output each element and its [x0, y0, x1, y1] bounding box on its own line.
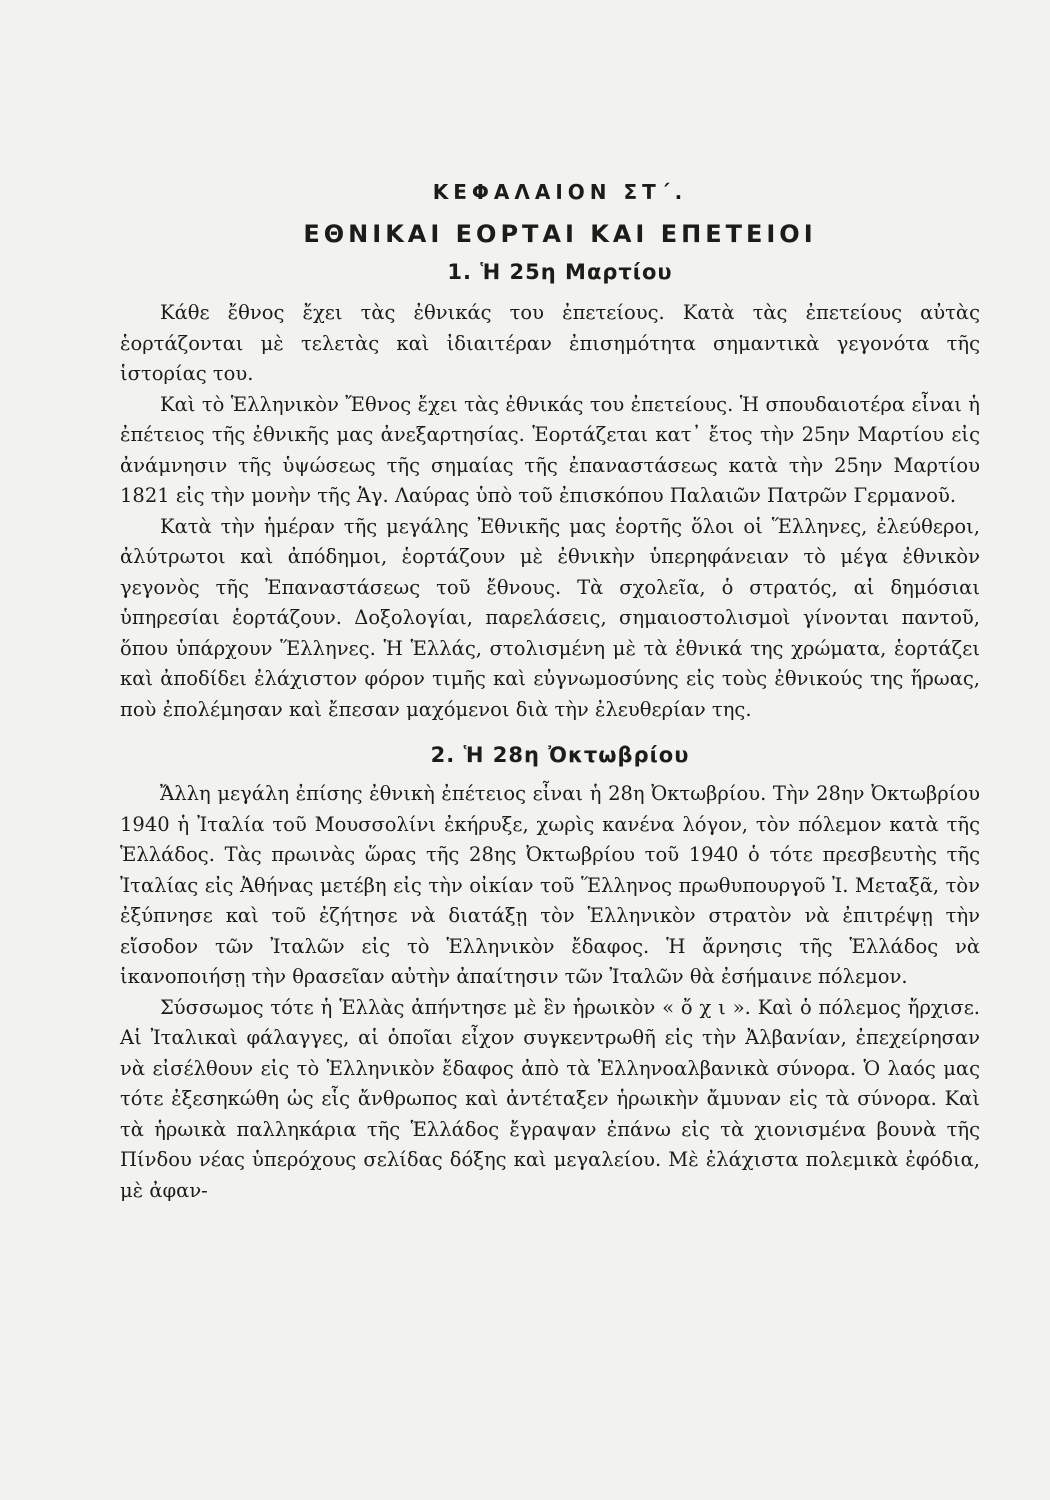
- book-page: [120, 180, 980, 1206]
- paragraph: Σύσσωμος τότε ἡ Ἑλλὰς ἀπήντησε μὲ ἓν ἡρωικὸν « ὄ χ ι ». Καὶ ὁ πόλεμος ἤρχισε. Αἱ Ἰταλικαὶ φάλαγγες, αἱ ὁποῖαι εἶχον συγκεντρωθῆ εἰς τὴν Ἀλβανίαν, ἐπεχείρησαν νὰ εἰσέλθουν εἰς τὸ Ἑλληνικὸν ἔδαφος ἀπὸ τὰ Ἑλληνοαλβανικὰ σύνορα. Ὁ λαός μας τότε ἐξεσηκώθη ὡς εἷς ἄνθρωπος καὶ ἀντέταξεν ἡρωικὴν ἄμυναν εἰς τὰ σύνορα. Καὶ τὰ ἡρωικὰ παλληκάρια τῆς Ἑλλάδος ἔγραψαν ἐπάνω εἰς τὰ χιονισμένα βουνὰ τῆς Πίνδου νέας ὑπερόχους σελίδας δόξης καὶ μεγαλείου. Μὲ ἐλάχιστα πολεμικὰ ἐφόδια, μὲ ἀφαν-: [120, 995, 980, 1202]
- section-title-october: 2. Ἡ 28η Ὀκτωβρίου: [430, 743, 690, 767]
- paragraph: Κάθε ἔθνος ἔχει τὰς ἐθνικάς του ἐπετείους. Κατὰ τὰς ἐπετείους αὐτὰς ἑορτάζονται μὲ τελετὰς καὶ ἰδιαιτέραν ἐπισημότητα σημαντικὰ γεγονότα τῆς ἱστορίας του.: [120, 301, 980, 385]
- section-title-march: 1. Ἡ 25η Μαρτίου: [447, 260, 673, 284]
- paragraph: Καὶ τὸ Ἑλληνικὸν Ἔθνος ἔχει τὰς ἐθνικάς του ἐπετείους. Ἡ σπουδαιοτέρα εἶναι ἡ ἐπέτειος τῆς ἐθνικῆς μας ἀνεξαρτησίας. Ἑορτάζεται κατ᾽ ἔτος τὴν 25ην Μαρτίου εἰς ἀνάμνησιν τῆς ὑψώσεως τῆς σημαίας τῆς ἐπαναστάσεως κατὰ τὴν 25ην Μαρτίου 1821 εἰς τὴν μονὴν τῆς Ἁγ. Λαύρας ὑπὸ τοῦ ἐπισκόπου Παλαιῶν Πατρῶν Γερμανοῦ.: [120, 392, 980, 507]
- paragraph: Κατὰ τὴν ἡμέραν τῆς μεγάλης Ἐθνικῆς μας ἑορτῆς ὅλοι οἱ Ἕλληνες, ἐλεύθεροι, ἀλύτρωτοι καὶ ἀπόδημοι, ἑορτάζουν μὲ ἐθνικὴν ὑπερηφάνειαν τὸ μέγα ἐθνικὸν γεγονὸς τῆς Ἐπαναστάσεως τοῦ ἔθνους. Τὰ σχολεῖα, ὁ στρατός, αἱ δημόσιαι ὑπηρεσίαι ἑορτάζουν. Δοξολογίαι, παρελάσεις, σημαιοστολισμοὶ γίνονται παντοῦ, ὅπου ὑπάρχουν Ἕλληνες. Ἡ Ἑλλάς, στολισμένη μὲ τὰ ἐθνικά της χρώματα, ἑορτάζει καὶ ἀποδίδει ἐλάχιστον φόρον τιμῆς καὶ εὐγνωμοσύνης εἰς τοὺς ἐθνικούς της ἥρωας, ποὺ ἐπολέμησαν καὶ ἔπεσαν μαχόμενοι διὰ τὴν ἐλευθερίαν της.: [120, 514, 980, 721]
- paragraph: Ἄλλη μεγάλη ἐπίσης ἐθνικὴ ἐπέτειος εἶναι ἡ 28η Ὀκτωβρίου. Τὴν 28ην Ὀκτωβρίου 1940 ἡ Ἰταλία τοῦ Μουσσολίνι ἐκήρυξε, χωρὶς κανένα λόγον, τὸν πόλεμον κατὰ τῆς Ἑλλάδος. Τὰς πρωινὰς ὥρας τῆς 28ης Ὀκτωβρίου τοῦ 1940 ὁ τότε πρεσβευτὴς τῆς Ἰταλίας εἰς Ἀθήνας μετέβη εἰς τὴν οἰκίαν τοῦ Ἕλληνος πρωθυπουργοῦ Ἰ. Μεταξᾶ, τὸν ἐξύπνησε καὶ τοῦ ἐζήτησε νὰ διατάξῃ τὸν Ἑλληνικὸν στρατὸν νὰ ἐπιτρέψῃ τὴν εἴσοδον τῶν Ἰταλῶν εἰς τὸ Ἑλληνικὸν ἔδαφος. Ἡ ἄρνησις τῆς Ἑλλάδος νὰ ἱκανοποιήσῃ τὴν θρασεῖαν αὐτὴν ἀπαίτησιν τῶν Ἰταλῶν θὰ ἐσήμαινε πόλεμον.: [120, 782, 980, 988]
- chapter-title: ΕΘΝΙΚΑΙ ΕΟΡΤΑΙ ΚΑΙ ΕΠΕΤΕΙΟΙ: [303, 220, 817, 248]
- chapter-heading: ΚΕΦΑΛΑΙΟΝ ΣΤ΄.: [432, 180, 688, 204]
